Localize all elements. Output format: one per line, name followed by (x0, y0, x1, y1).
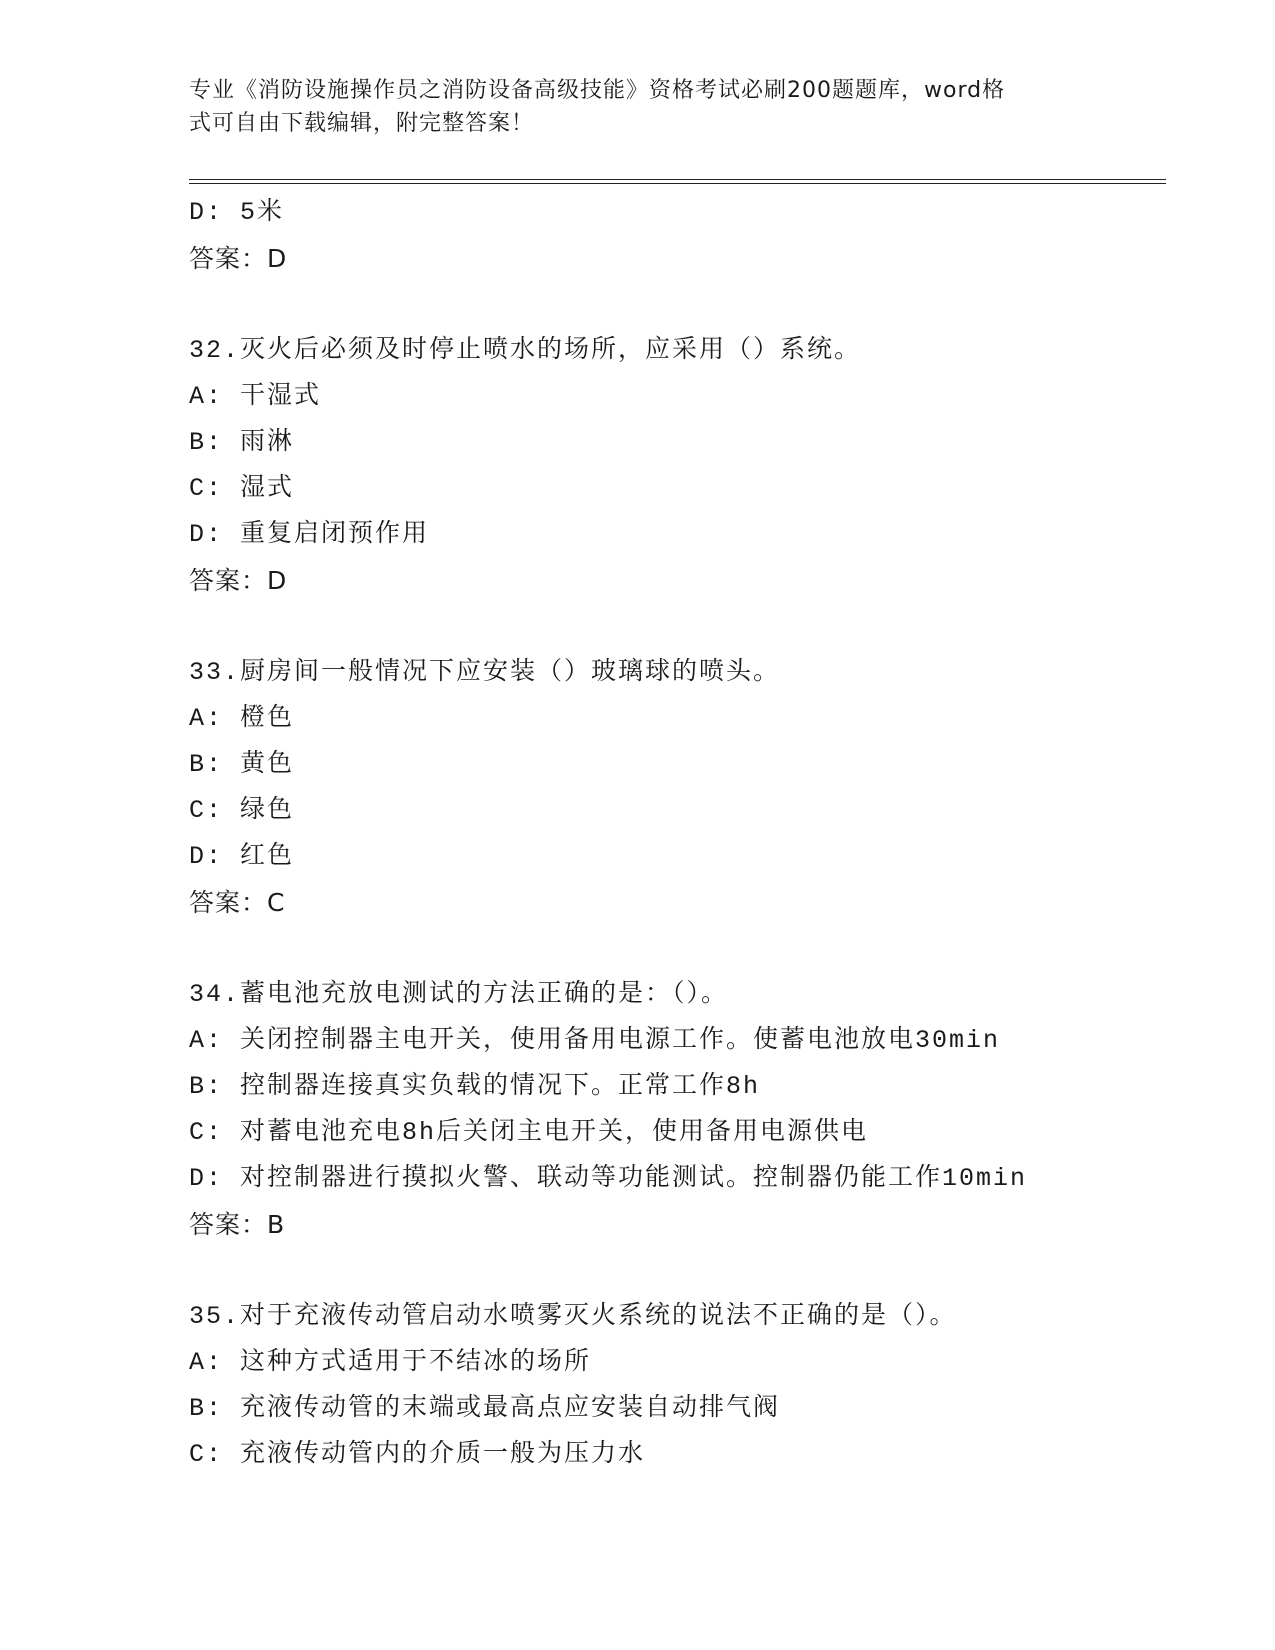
option-b: B: 雨淋 (189, 428, 295, 457)
question-text: 32.灭火后必须及时停止喷水的场所，应采用（）系统。 (189, 336, 862, 365)
header-title-line-1: 专业《消防设施操作员之消防设备高级技能》资格考试必刷200题题库，word格 (189, 78, 1006, 103)
question-content (189, 190, 1189, 1478)
document-header (189, 74, 1089, 140)
option-c: C: 充液传动管内的介质一般为压力水 (189, 1440, 646, 1469)
header-title-line-2: 式可自由下载编辑，附完整答案！ (189, 111, 535, 136)
question-33 (189, 650, 1189, 926)
question-32 (189, 328, 1189, 604)
option-d: D: 5米 (189, 198, 285, 227)
option-c: C: 对蓄电池充电8h后关闭主电开关，使用备用电源供电 (189, 1118, 869, 1147)
option-c: C: 湿式 (189, 474, 295, 503)
option-b: B: 控制器连接真实负载的情况下。正常工作8h (189, 1072, 761, 1101)
header-divider-top (189, 179, 1166, 180)
question-34 (189, 972, 1189, 1248)
option-b: B: 黄色 (189, 750, 295, 779)
question-text: 35.对于充液传动管启动水喷雾灭火系统的说法不正确的是（）。 (189, 1302, 957, 1331)
question-text: 34.蓄电池充放电测试的方法正确的是：（）。 (189, 980, 729, 1009)
previous-question-fragment (189, 190, 1189, 282)
option-c: C: 绿色 (189, 796, 295, 825)
option-a: A: 橙色 (189, 704, 295, 733)
option-d: D: 红色 (189, 842, 295, 871)
option-a: A: 干湿式 (189, 382, 322, 411)
question-35 (189, 1294, 1189, 1478)
option-b: B: 充液传动管的末端或最高点应安装自动排气阀 (189, 1394, 781, 1423)
answer-line: 答案：B (189, 1210, 286, 1239)
question-text: 33.厨房间一般情况下应安装（）玻璃球的喷头。 (189, 658, 781, 687)
option-d: D: 对控制器进行摸拟火警、联动等功能测试。控制器仍能工作10min (189, 1164, 1028, 1193)
header-divider-bottom (189, 183, 1166, 184)
option-a: A: 这种方式适用于不结冰的场所 (189, 1348, 592, 1377)
option-d: D: 重复启闭预作用 (189, 520, 430, 549)
answer-line: 答案：D (189, 566, 288, 595)
answer-line: 答案：C (189, 888, 286, 917)
answer-line: 答案：D (189, 244, 288, 273)
option-a: A: 关闭控制器主电开关，使用备用电源工作。使蓄电池放电30min (189, 1026, 1001, 1055)
